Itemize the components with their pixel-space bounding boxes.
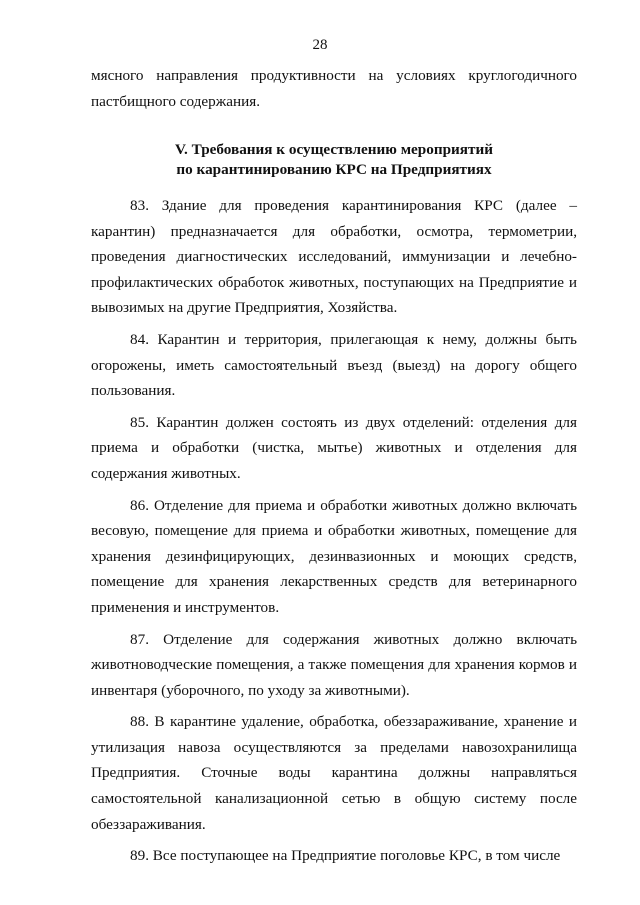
intro-text: мясного направления продуктивности на условиях круглогодичного пастбищного содержания. (91, 67, 577, 110)
section-heading-line-1: V. Требования к осуществлению мероприятий (175, 141, 493, 158)
paragraph-85: 85. Карантин должен состоять из двух отделений: отделения для приема и обработки (чистка, мытье) животных и отделения для содержания животных. (91, 413, 577, 482)
paragraph-84: 84. Карантин и территория, прилегающая к нему, должны быть огорожены, иметь самостоятельный въезд (выезд) на дорогу общего пользования. (91, 330, 577, 400)
paragraph-87: 87. Отделение для содержания животных должно включать животноводческие помещения, а также помещения для хранения кормов и инвентаря (уборочного, по уходу за животными). (91, 630, 577, 699)
intro-paragraph (91, 63, 577, 114)
section-heading-line-2: по карантинированию КРС на Предприятиях (176, 161, 492, 178)
paragraph-88: 88. В карантине удаление, обработка, обеззараживание, хранение и утилизация навоза осуществляются за пределами навозохранилища Предприятия. Сточные воды карантина должны направляться самостоятельной канализационной сетью в общую систему после обеззараживания. (91, 713, 577, 833)
page-number: 28 (312, 37, 328, 53)
section-body (91, 193, 577, 869)
paragraph-89: 89. Все поступающее на Предприятие поголовье КРС, в том числе (130, 847, 561, 865)
paragraph-86: 86. Отделение для приема и обработки животных должно включать весовую, помещение для приема и обработки животных, помещение для хранения дезинфицирующих, дезинвазионных и моющих средств, помещение для хранения лекарственных средств для ветеринарного применения и инструментов. (91, 496, 577, 616)
section-heading (91, 140, 577, 180)
paragraph-83: 83. Здание для проведения карантинирования КРС (далее – карантин) предназначается для обработки, осмотра, термометрии, проведения диагностических исследований, иммунизации и лечебно-профилактических обработок животных, поступающих на Предприятие и вывозимых на другие Предприятия, Хозяйства. (91, 197, 577, 317)
